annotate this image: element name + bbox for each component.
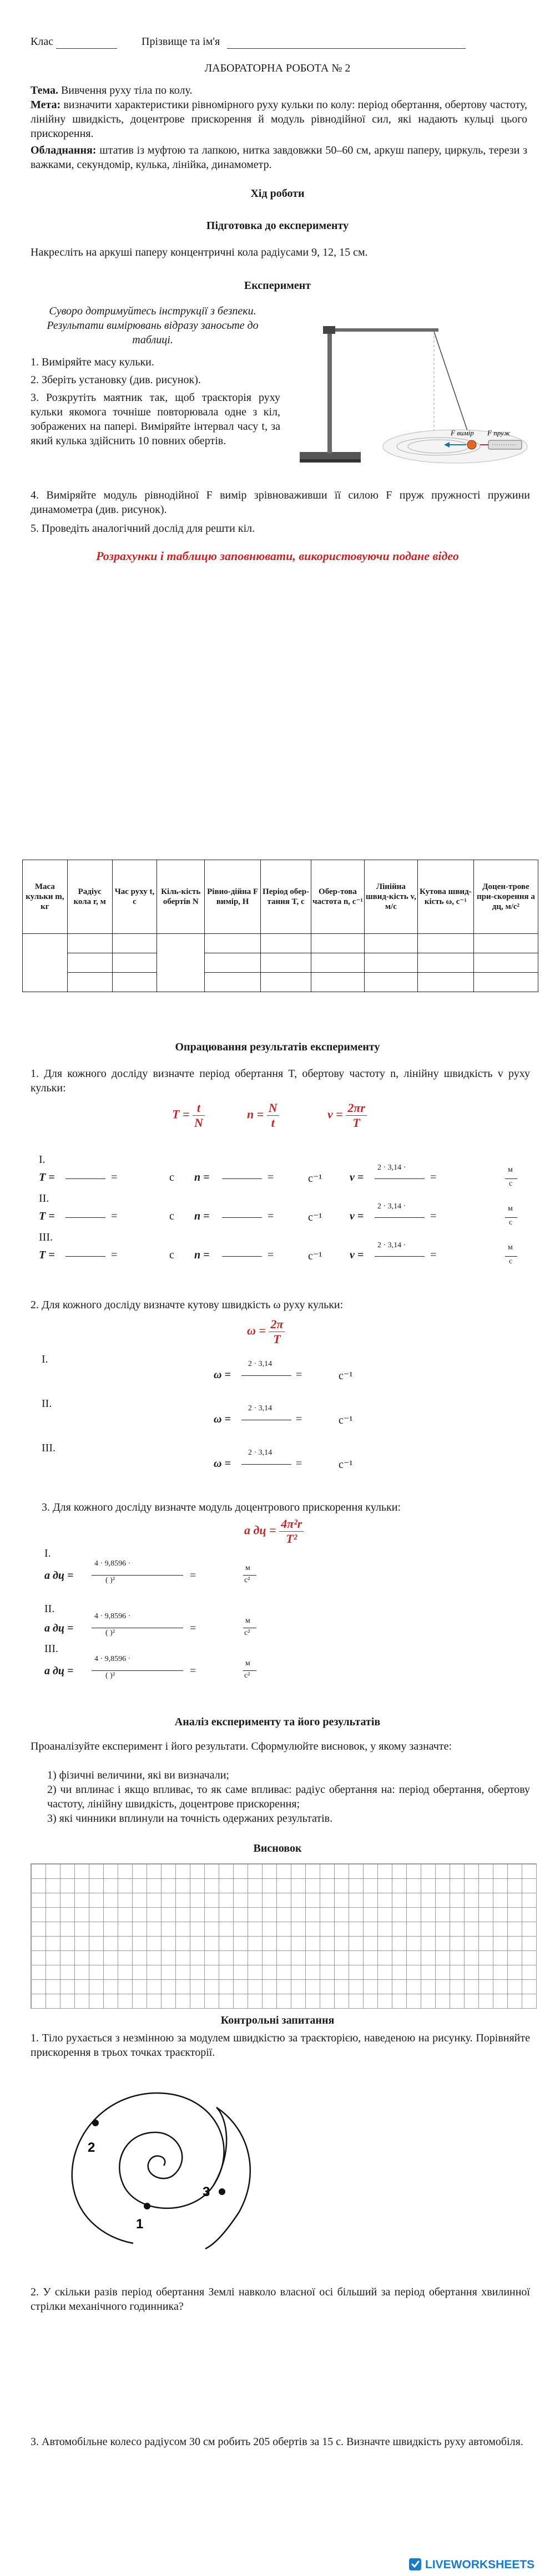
- proc2-text: 2. Для кожного досліду визначте кутову швидкість ω руху кульки:: [31, 1299, 344, 1311]
- liveworksheets-logo-icon: [408, 2557, 422, 2572]
- formula-v: v = $\frac{2\pi r}{T}$: [327, 1101, 367, 1130]
- table-row: [23, 953, 538, 973]
- f-spring-label: F пруж: [487, 429, 511, 437]
- point-3: [219, 2188, 225, 2195]
- class-blank[interactable]: [56, 48, 117, 49]
- table-cell[interactable]: [261, 973, 311, 992]
- course-heading: Хід роботи: [250, 187, 305, 200]
- name-label: Прізвище та ім'я: [142, 35, 220, 48]
- table-row: [23, 973, 538, 992]
- ball: [467, 440, 476, 449]
- table-cell[interactable]: [67, 973, 112, 992]
- step-2: 2. Зберіть установку (див. рисунок).: [31, 374, 201, 386]
- red-note: Розрахунки і таблицю заповнювати, використовуючи подане відео: [96, 549, 459, 563]
- th-force: Рівно-дійна F вимір, Н: [205, 860, 261, 934]
- table-cell[interactable]: [112, 953, 157, 973]
- name-label-row: [142, 34, 466, 49]
- step-3: 3. Розкрутіть маятник так, щоб траєкторія руху кульки якомога точніше повторювала одне з кіл, зображених на папері. Виміряйте інтервал часу t, за який кулька здійснить 10 повних обертів.: [31, 392, 281, 447]
- experiment-heading: Експеримент: [244, 280, 311, 292]
- table-cell[interactable]: [473, 973, 538, 992]
- analysis-heading: Аналіз експерименту та його результатів: [174, 1716, 381, 1728]
- table-cell[interactable]: [364, 953, 417, 973]
- th-angular-speed: Кутова швид-кість ω, с⁻¹: [417, 860, 473, 934]
- roman-3: III.: [39, 1231, 53, 1243]
- brand-name[interactable]: LIVEWORKSHEETS: [425, 2558, 535, 2571]
- goal-paragraph: [31, 98, 527, 141]
- name-blank[interactable]: [227, 48, 466, 49]
- formula-a: a дц = $\frac{\text{4π²r}}{\text{T²}}$: [244, 1517, 304, 1546]
- goal-text: визначити характеристики рівномірного руху кульки по колу: період обертання, обертову частоту, лінійну швидкість, доцентрове прискорення й модуль рівнодійної сил, які надають кульці цього прискорення.: [31, 99, 527, 140]
- table-cell[interactable]: [417, 934, 473, 953]
- equipment-text: штатив із муфтою та лапкою, нитка завдовжки 50–60 см, аркуш паперу, циркуль, терези з важками, секундомір, кулька, лінійка, динамометр.: [31, 144, 527, 171]
- table-cell[interactable]: [205, 953, 261, 973]
- thread: [434, 332, 472, 444]
- table-row: [23, 934, 538, 953]
- analysis-item-2: 2) чи вплинає і якщо впливає, то як саме впливає: радіус обертання на: період обертання, обертову частоту, лінійну швидкість, доцентрове прискорення;: [47, 1784, 530, 1810]
- page-title: ЛАБОРАТОРНА РОБОТА № 2: [204, 62, 351, 74]
- table-cell[interactable]: [112, 934, 157, 953]
- topic-line: [31, 83, 530, 98]
- table-cell[interactable]: [473, 953, 538, 973]
- table-header-row: [23, 860, 538, 934]
- table-cell[interactable]: [417, 973, 473, 992]
- cell-turns[interactable]: [157, 934, 205, 992]
- table-cell[interactable]: [67, 934, 112, 953]
- th-period: Період обер-тання T, с: [261, 860, 311, 934]
- class-label: Клас: [31, 35, 54, 48]
- table-cell[interactable]: [112, 973, 157, 992]
- safety-note: Суворо дотримуйтесь інструкції з безпеки. Результати вимірювань відразу заносьте до таблиці.: [47, 305, 259, 346]
- th-mass: Маса кульки m, кг: [23, 860, 68, 934]
- point-2: [92, 2120, 99, 2126]
- th-time: Час руху t, с: [112, 860, 157, 934]
- processing-heading: Опрацювання результатів експерименту: [175, 1041, 380, 1053]
- equipment-paragraph: [31, 143, 527, 172]
- table-cell[interactable]: [205, 973, 261, 992]
- table-cell[interactable]: [417, 953, 473, 973]
- analysis-item-3: 3) які чинники вплинули на точність одержаних результатів.: [47, 1812, 333, 1825]
- class-label-row: [31, 34, 117, 49]
- prep-text: Накресліть на аркуші паперу концентричні кола радіусами 9, 12, 15 см.: [31, 246, 368, 258]
- table-cell[interactable]: [205, 934, 261, 953]
- table-cell[interactable]: [311, 953, 365, 973]
- goal-label: Мета:: [31, 99, 61, 111]
- equipment-label: Обладнання:: [31, 144, 97, 156]
- question-3: 3. Автомобільне колесо радіусом 30 см робить 205 обертів за 15 с. Визначте швидкість руху автомобіля.: [31, 2436, 523, 2448]
- th-frequency: Обер-това частота n, с⁻¹: [311, 860, 365, 934]
- prep-heading: Підготовка до експерименту: [206, 220, 349, 232]
- conclusion-grid[interactable]: [31, 1863, 537, 2009]
- stand-rod: [327, 327, 332, 454]
- footer: [0, 2554, 555, 2576]
- th-turns: Кіль-кість обертів N: [157, 860, 205, 934]
- control-heading: Контрольні запитання: [220, 2014, 335, 2026]
- proc1-text: 1. Для кожного досліду визначте період обертання T, обертову частоту n, лінійну швидкість v руху кульки:: [31, 1068, 530, 1094]
- table-cell[interactable]: [67, 953, 112, 973]
- question-2: 2. У скільки разів період обертання Землі навколо власної осі більший за період обертання хвилинної стрілки механічного годинника?: [31, 2286, 530, 2313]
- formula-n: n = $\frac{N}{t}$: [247, 1101, 279, 1130]
- f-meas-label: F вимір: [451, 429, 474, 437]
- omega-rows: I. ω = 2 · 3,14 = c⁻¹ II. ω = 2 · 3,14 = c⁻¹ III. ω = 2 · 3,14 = c⁻¹: [42, 1353, 353, 1471]
- table-cell[interactable]: [311, 934, 365, 953]
- th-linear-speed: Лінійна швид-кість v, м/с: [364, 860, 417, 934]
- stand-arm: [327, 328, 438, 332]
- worksheet-page: Клас Прізвище та ім'я ЛАБОРАТОРНА РОБОТА № 2 Тема. Вивчення руху тіла по колу. Мета: визначити характеристики рівномірного руху кульки по колу: період обертання, обертову частоту, лінійну швидкість, доцентрове прискорення й модуль рівнодійної сил, які надають кульці цього прискорення. Обладнання: штатив із муфтою та лапкою, нитка завдовжки 50–60 см, аркуш паперу, циркуль, терези з важками, секундомір, кулька, лінійка, динамометр. Хід роботи Підготовка до експерименту Накресліть на аркуші паперу концентричні кола радіусами 9, 12, 15 см. Експеримент Суворо дотримуйтесь інструкції з безпеки. Результати вимірювань відразу заносьте до таблиці. 1. Виміряйте масу кульки. 2. Зберіть установку (див. рисунок). 3. Розкрутіть маятник так, щоб траєкторія руху кульки якомога точніше повторювала одне з кіл, зображених на папері. Виміряйте інтервал часу t, за який кулька здійснить 10 повних обертів. 4. Виміряйте модуль рівнодійної F вимір зрівноваживши її силою F пруж пружності пружини динамометра (див. рисунок). 5. Проведіть аналогічний дослід для решти кіл. F вимір F пруж Розрахунки і таблицю заповнювати, використовуючи подане відео Маса кульки m, кг Радіус кола r, м Час руху t, с Кіль-кість обертів N Рівно-дійна F вимір, Н Період обер-тання T, с Обер-това частота n, с⁻¹ Лінійна швид-кість v, м/с Кутова швид-кість ω, с⁻¹ Доцен-трове при-скорення a дц, м/с² Опрацювання результатів експерименту 1. Для кожного досліду визначте період обертання T, обертову частоту n, лінійну швидкість v руху кульки: T = $\frac{t}{N}$ n = $\frac{N}{t}$ v = $\frac{2\pi r}{T}$ I. T = = c n = = c⁻¹ v = 2 · 3,14 · = м с II. T = = c n = = c⁻¹ v = 2 · 3,14 · = м с III. T = = c n = = c⁻¹ v = 2 · 3,14 · = м с 2. Для кожного досліду визначте кутову швидкість ω руху кульки: ω = $\frac{2\pi}{T}$ I. ω = 2 · 3,14 = c⁻¹ II. ω = 2 · 3,14 = c⁻¹ III. ω = 2 · 3,14 = c⁻¹ 3. Для кожного досліду визначте модуль доцентрового прискорення кульки: a дц = $\frac{\text{4π²r}}{\text{T²}}$ I. a дц = 4 · 9,8596 · ( )² = м c² II. a дц = 4 · 9,8596 · ( )² = м c² III. a дц = 4 · 9,8596 · ( )² = м c² Аналіз експерименту та його результатів Проаналізуйте експеримент і його результати. Сформулюйте висновок, у якому зазначте: 1) фізичні величини, які ви визначали; 2) чи вплинає і якщо впливає, то як саме впливає: радіус обертання на: період обертання, обертову частоту, лінійну швидкість, доцентрове прискорення; 3) які чинники вплинули на точність одержаних результатів. Висновок Контрольні запитання 1. Тіло рухається з незмінною за модулем швидкістю за траєкторією, наведеною на рисунку. Порівняйте прискорення в трьох точках траєкторії. 1 2 3 2. У скільки разів період обертання Землі навколо власної осі більший за період обертання хвилинної стрілки механічного годинника? 3. Автомобільне колесо радіусом 30 см робить 205 обертів за 15 с. Визначте швидкість руху автомобіля. LIVEWORKSHEETS: [0, 0, 555, 2576]
- proc3-text: 3. Для кожного досліду визначте модуль доцентрового прискорення кульки:: [42, 1501, 401, 1513]
- point-1: [144, 2203, 150, 2209]
- th-radius: Радіус кола r, м: [67, 860, 112, 934]
- roman-2: II.: [39, 1192, 49, 1205]
- a-rows: I. a дц = 4 · 9,8596 · ( )² = м c² II. a дц = 4 · 9,8596 · ( )² = м c² III. a дц = 4 · 9,8596 · ( )² = м c²: [39, 1547, 538, 1708]
- spiral-figure: [50, 2069, 305, 2252]
- table-cell[interactable]: [261, 953, 311, 973]
- analysis-text: Проаналізуйте експеримент і його результати. Сформулюйте висновок, у якому зазначте:: [31, 1740, 452, 1752]
- point-2-label: 2: [88, 2140, 95, 2155]
- topic-label: Тема.: [31, 84, 58, 96]
- step-5: 5. Проведіть аналогічний дослід для решти кіл.: [31, 522, 255, 535]
- topic-text: Вивчення руху тіла по колу.: [60, 84, 193, 96]
- apparatus-figure: [289, 311, 533, 477]
- formula-omega: ω = $\frac{2\pi}{T}$: [247, 1317, 285, 1347]
- conclusion-heading: Висновок: [253, 1842, 302, 1854]
- point-3-label: 3: [203, 2184, 210, 2199]
- table-cell[interactable]: [364, 934, 417, 953]
- spiral-path: [72, 2093, 224, 2243]
- table-cell[interactable]: [261, 934, 311, 953]
- step-4: 4. Виміряйте модуль рівнодійної F вимір зрівноваживши її силою F пруж пружності пружини динамометра (див. рисунок).: [31, 489, 530, 516]
- results-table: [22, 860, 538, 992]
- th-acceleration: Доцен-трове при-скорення a дц, м/с²: [473, 860, 538, 934]
- question-1: 1. Тіло рухається з незмінною за модулем швидкістю за траєкторією, наведеною на рисунку. Порівняйте прискорення в трьох точках траєкторії.: [31, 2032, 530, 2059]
- roman-1: I.: [39, 1154, 46, 1166]
- cell-mass[interactable]: [23, 934, 68, 992]
- formula-T: T = $\frac{t}{N}$: [172, 1101, 205, 1130]
- table-cell[interactable]: [364, 973, 417, 992]
- table-cell[interactable]: [311, 973, 365, 992]
- analysis-item-1: 1) фізичні величини, які ви визначали;: [47, 1769, 229, 1781]
- table-cell[interactable]: [473, 934, 538, 953]
- steps-list: [31, 355, 280, 448]
- point-1-label: 1: [136, 2217, 144, 2232]
- step-1: 1. Виміряйте масу кульки.: [31, 356, 154, 368]
